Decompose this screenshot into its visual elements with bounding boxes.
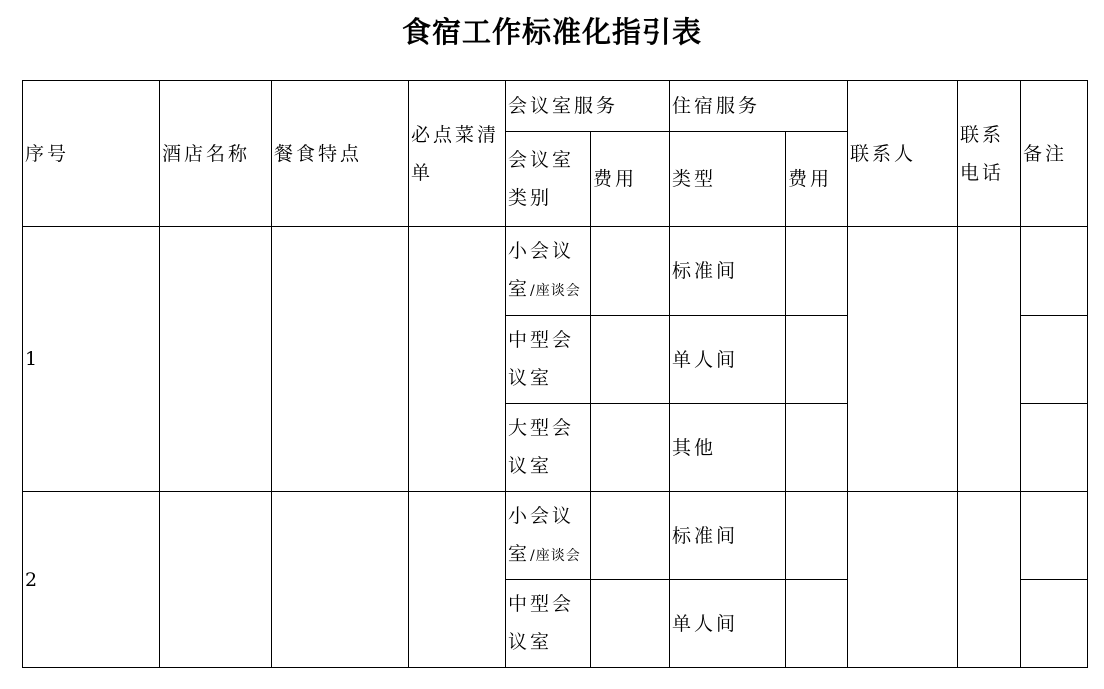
header-room-fee: 费用: [786, 132, 848, 227]
header-meeting-room-type: 会议室类别: [506, 132, 591, 227]
guideline-table: [22, 80, 1088, 668]
remark-cell[interactable]: [1021, 316, 1088, 404]
header-contact: 联系人: [848, 81, 958, 227]
meeting-fee-cell[interactable]: [591, 492, 670, 580]
dishes-cell[interactable]: [409, 492, 506, 668]
table-row: [23, 227, 1088, 316]
remark-cell[interactable]: [1021, 580, 1088, 668]
seq-cell: 2: [23, 492, 160, 668]
dishes-cell[interactable]: [409, 227, 506, 492]
room-type-cell: 标准间: [670, 227, 786, 316]
room-fee-cell[interactable]: [786, 227, 848, 316]
seq-cell: 1: [23, 227, 160, 492]
room-fee-cell[interactable]: [786, 316, 848, 404]
phone-cell[interactable]: [958, 492, 1021, 668]
header-remark: 备注: [1021, 81, 1088, 227]
room-type-cell: 单人间: [670, 580, 786, 668]
meeting-room-type-cell: 小会议室/座谈会: [506, 492, 591, 580]
contact-cell[interactable]: [848, 492, 958, 668]
room-type-cell: 标准间: [670, 492, 786, 580]
hotel-name-cell[interactable]: [160, 227, 272, 492]
header-meeting-fee: 费用: [591, 132, 670, 227]
header-food-features: 餐食特点: [272, 81, 409, 227]
header-seq: 序号: [23, 81, 160, 227]
hotel-name-cell[interactable]: [160, 492, 272, 668]
meeting-room-type-cell: 中型会议室: [506, 316, 591, 404]
page-title: 食宿工作标准化指引表: [401, 15, 702, 49]
room-type-cell: 单人间: [670, 316, 786, 404]
meeting-fee-cell[interactable]: [591, 227, 670, 316]
meeting-fee-cell[interactable]: [591, 316, 670, 404]
meeting-room-type-cell: 中型会议室: [506, 580, 591, 668]
header-row-1: [23, 81, 1088, 132]
room-fee-cell[interactable]: [786, 580, 848, 668]
header-lodging-service: 住宿服务: [670, 81, 848, 132]
header-phone: 联系电话: [958, 81, 1021, 227]
contact-cell[interactable]: [848, 227, 958, 492]
food-features-cell[interactable]: [272, 492, 409, 668]
meeting-room-type-cell: 小会议室/座谈会: [506, 227, 591, 316]
header-meeting-room-service: 会议室服务: [506, 81, 670, 132]
header-hotel-name: 酒店名称: [160, 81, 272, 227]
phone-cell[interactable]: [958, 227, 1021, 492]
table-row: [23, 492, 1088, 580]
meeting-fee-cell[interactable]: [591, 580, 670, 668]
remark-cell[interactable]: [1021, 404, 1088, 492]
meeting-fee-cell[interactable]: [591, 404, 670, 492]
food-features-cell[interactable]: [272, 227, 409, 492]
remark-cell[interactable]: [1021, 227, 1088, 316]
header-must-order-dishes: 必点菜清单: [409, 81, 506, 227]
room-fee-cell[interactable]: [786, 404, 848, 492]
room-fee-cell[interactable]: [786, 492, 848, 580]
remark-cell[interactable]: [1021, 492, 1088, 580]
room-type-cell: 其他: [670, 404, 786, 492]
meeting-room-type-cell: 大型会议室: [506, 404, 591, 492]
header-room-type: 类型: [670, 132, 786, 227]
